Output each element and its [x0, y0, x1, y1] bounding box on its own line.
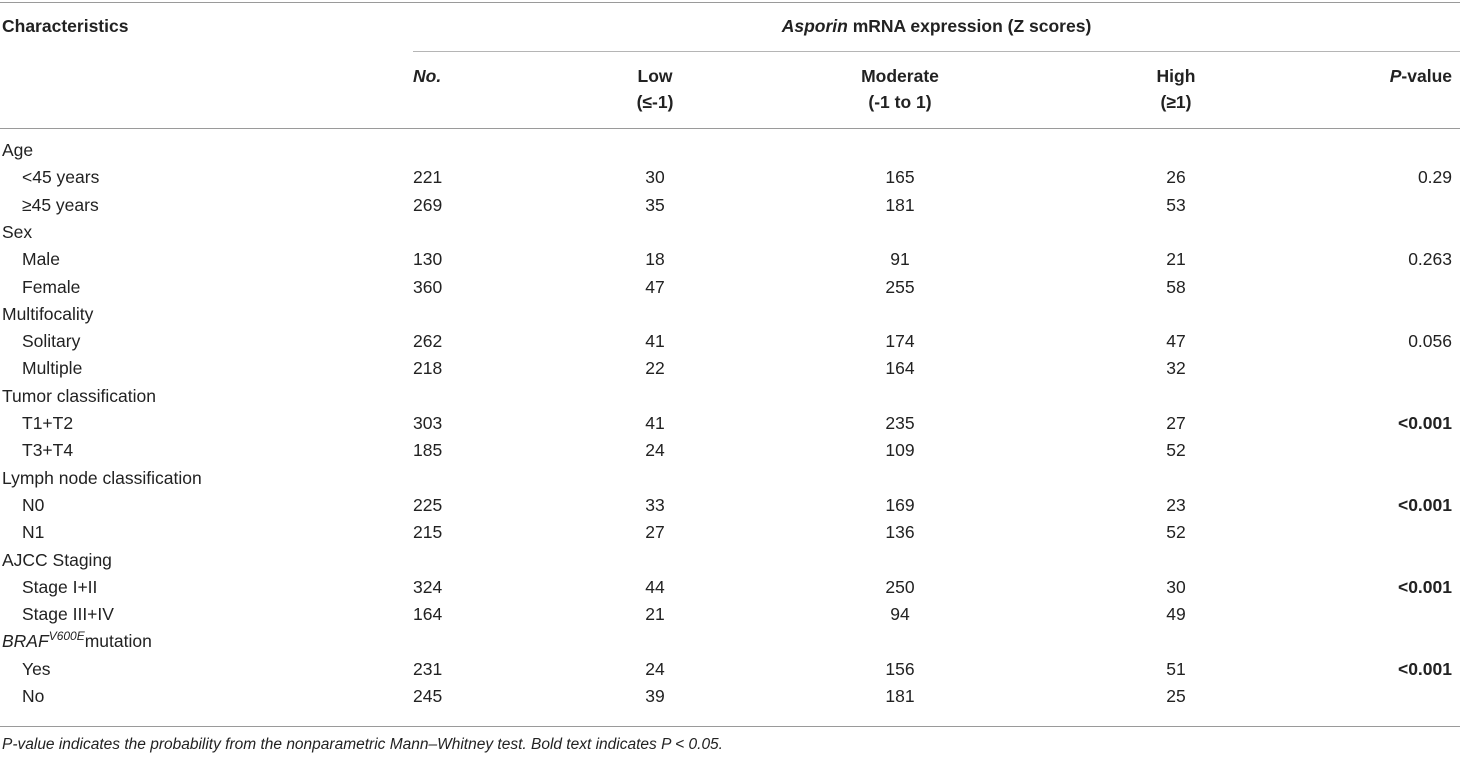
- cell-moderate: 164: [885, 358, 915, 379]
- header-bottom-rule: [0, 128, 1460, 129]
- group-label: Tumor classification: [2, 385, 156, 406]
- row-label: Yes: [22, 658, 51, 679]
- cell-high: 51: [1166, 658, 1186, 679]
- group-label: Sex: [2, 221, 33, 242]
- table-group-row: [0, 547, 1460, 574]
- group-label: AJCC Staging: [2, 549, 112, 570]
- group-label: [2, 628, 152, 655]
- cell-high: 52: [1166, 522, 1186, 543]
- gene-variant: V600E: [48, 629, 85, 644]
- header-p-value: [1390, 63, 1452, 89]
- table-row: [0, 601, 1460, 628]
- row-label: N0: [22, 494, 45, 515]
- cell-moderate: 250: [885, 576, 915, 597]
- table-row: [0, 683, 1460, 710]
- header-high-label: High: [1156, 66, 1196, 86]
- table-row: [0, 519, 1460, 546]
- row-label: ≥45 years: [22, 194, 99, 215]
- cell-no: 245: [413, 686, 443, 706]
- table-row: [0, 410, 1460, 437]
- row-label: No: [22, 686, 45, 706]
- cell-low: 27: [645, 522, 665, 543]
- cell-no: 231: [413, 658, 443, 679]
- cell-low: 44: [645, 576, 665, 597]
- cell-no: 262: [413, 331, 443, 352]
- table-footnote: P-value indicates the probability from the nonparametric Mann–Whitney test. Bold text indicates P < 0.05.: [2, 736, 723, 753]
- header-high: [1076, 63, 1276, 115]
- cell-low: 18: [645, 249, 665, 270]
- cell-high: 47: [1166, 331, 1186, 352]
- cell-high: 58: [1166, 276, 1186, 297]
- group-label: Lymph node classification: [2, 467, 202, 488]
- cell-no: 130: [413, 249, 443, 270]
- cell-no: 164: [413, 604, 443, 625]
- cell-moderate: 255: [885, 276, 915, 297]
- header-low-label: Low: [637, 66, 673, 86]
- cell-low: 22: [645, 358, 665, 379]
- cell-low: 21: [645, 604, 665, 625]
- cell-no: 221: [413, 167, 443, 188]
- header-moderate-label: Moderate: [861, 66, 939, 86]
- cell-no: 225: [413, 494, 443, 515]
- cell-low: 47: [645, 276, 665, 297]
- cell-low: 33: [645, 494, 665, 515]
- table-row: [0, 164, 1460, 191]
- cell-moderate: 109: [885, 440, 915, 461]
- cell-p-value: <0.001: [1397, 658, 1452, 679]
- cell-moderate: 156: [885, 658, 915, 679]
- cell-low: 35: [645, 194, 665, 215]
- top-rule: [0, 2, 1460, 3]
- bottom-rule: [0, 726, 1460, 727]
- cell-no: 215: [413, 522, 443, 543]
- row-label: T1+T2: [22, 413, 74, 433]
- cell-no: 185: [413, 440, 443, 461]
- label-suffix: mutation: [84, 631, 152, 652]
- header-low: [555, 63, 755, 115]
- group-label: Multifocality: [2, 303, 94, 324]
- cell-p-value: 0.056: [1408, 331, 1452, 352]
- cell-no: 360: [413, 276, 443, 297]
- cell-moderate: 94: [890, 604, 910, 625]
- header-sub-rule: [413, 51, 1460, 52]
- cell-high: 49: [1166, 604, 1186, 625]
- cell-low: 24: [645, 658, 665, 679]
- cell-moderate: 235: [885, 413, 915, 433]
- cell-high: 27: [1166, 413, 1186, 433]
- table-group-row: [0, 465, 1460, 492]
- row-label: Stage III+IV: [22, 604, 114, 625]
- cell-moderate: 136: [885, 522, 915, 543]
- row-label: Male: [22, 249, 60, 270]
- cell-moderate: 181: [885, 686, 915, 706]
- cell-high: 23: [1166, 494, 1186, 515]
- row-label: <45 years: [22, 167, 100, 188]
- cell-high: 26: [1166, 167, 1186, 188]
- cell-p-value: <0.001: [1397, 494, 1452, 515]
- cell-p-value: <0.001: [1397, 413, 1452, 433]
- cell-low: 41: [645, 413, 665, 433]
- table-row: [0, 492, 1460, 519]
- cell-high: 21: [1166, 249, 1186, 270]
- row-label: N1: [22, 522, 45, 543]
- table-group-row: [0, 301, 1460, 328]
- table-row: [0, 437, 1460, 464]
- table-row: [0, 192, 1460, 219]
- header-moderate-range: (-1 to 1): [868, 92, 932, 112]
- table-group-row: [0, 219, 1460, 246]
- cell-moderate: 165: [885, 167, 915, 188]
- cell-moderate: 181: [885, 194, 915, 215]
- header-characteristics: Characteristics: [2, 16, 129, 36]
- header-p-letter: P: [1389, 66, 1402, 86]
- row-label: Solitary: [22, 331, 81, 352]
- row-label: Stage I+II: [22, 576, 98, 597]
- header-asporin-expression: [413, 13, 1460, 39]
- header-asporin-rest: mRNA expression (Z scores): [847, 16, 1092, 36]
- table-row: [0, 328, 1460, 355]
- cell-moderate: 174: [885, 331, 915, 352]
- cell-no: 218: [413, 358, 443, 379]
- table-row: [0, 355, 1460, 382]
- cell-no: 269: [413, 194, 443, 215]
- gene-name: BRAF: [2, 631, 49, 652]
- cell-low: 24: [645, 440, 665, 461]
- header-moderate: [800, 63, 1000, 115]
- table-group-row: [0, 137, 1460, 164]
- header-asporin-gene: Asporin: [781, 16, 848, 36]
- header-p-rest: -value: [1401, 66, 1452, 86]
- cell-moderate: 91: [890, 249, 910, 270]
- cell-high: 30: [1166, 576, 1186, 597]
- group-label: Age: [2, 140, 34, 160]
- cell-moderate: 169: [885, 494, 915, 515]
- table-row: [0, 274, 1460, 301]
- cell-p-value: 0.263: [1408, 249, 1452, 270]
- table-group-row: [0, 383, 1460, 410]
- table-row: [0, 246, 1460, 273]
- cell-low: 39: [645, 686, 665, 706]
- cell-high: 52: [1166, 440, 1186, 461]
- cell-p-value: 0.29: [1417, 167, 1452, 188]
- cell-high: 53: [1166, 194, 1186, 215]
- cell-high: 25: [1166, 686, 1186, 706]
- cell-p-value: <0.001: [1397, 576, 1452, 597]
- cell-low: 30: [645, 167, 665, 188]
- cell-no: 303: [413, 413, 443, 433]
- cell-high: 32: [1166, 358, 1186, 379]
- header-low-range: (≤-1): [636, 92, 674, 112]
- row-label: Multiple: [22, 358, 83, 379]
- row-label: Female: [22, 276, 81, 297]
- cell-low: 41: [645, 331, 665, 352]
- table-row: [0, 574, 1460, 601]
- table-group-row: [0, 628, 1460, 655]
- header-high-range: (≥1): [1160, 92, 1192, 112]
- row-label: T3+T4: [22, 440, 74, 461]
- table-row: [0, 656, 1460, 683]
- header-no: No.: [413, 66, 442, 86]
- cell-no: 324: [413, 576, 443, 597]
